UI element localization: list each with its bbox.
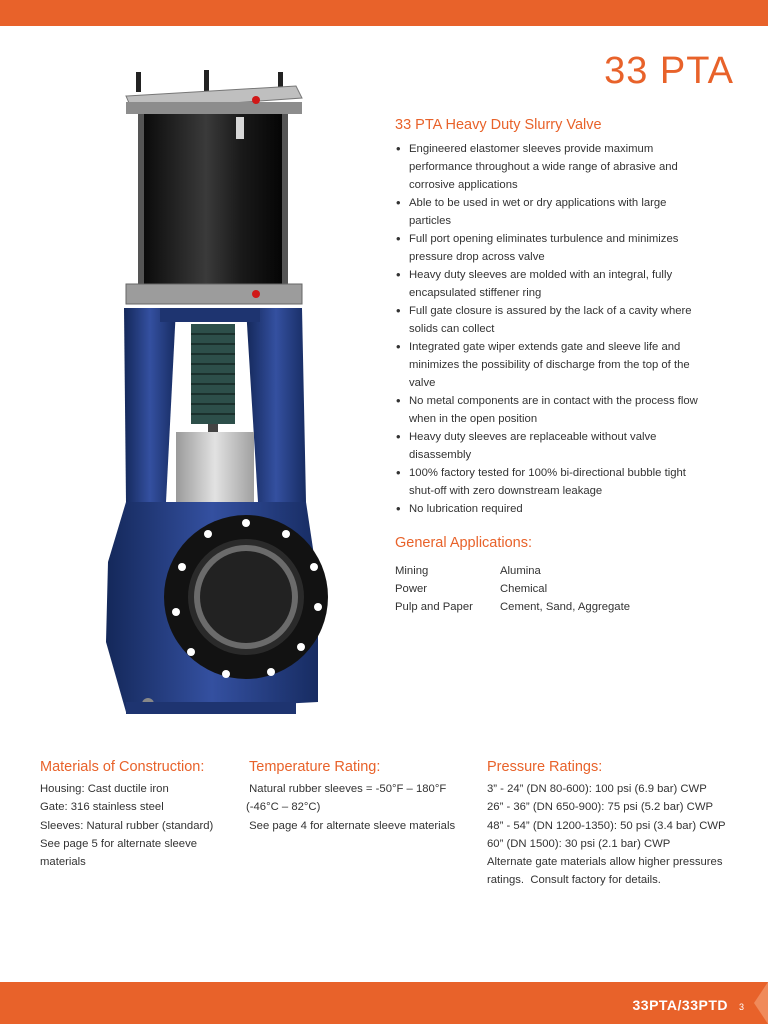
table-row xyxy=(395,562,630,580)
list-item: • No lubrication required xyxy=(395,500,705,518)
list-item: materials xyxy=(40,856,86,869)
table-cell: Pulp and Paper xyxy=(395,601,473,613)
list-item: • Able to be used in wet or dry applications with large particles xyxy=(395,194,705,230)
list-item: 60” (DN 1500): 30 psi (2.1 bar) CWP xyxy=(487,837,671,850)
list-item: • 100% factory tested for 100% bi-directional bubble tight shut-off with zero downstream leakage xyxy=(395,464,705,500)
list-item: Sleeves: Natural rubber (standard) xyxy=(40,819,214,832)
list-item: • Heavy duty sleeves are replaceable without valve disassembly xyxy=(395,428,705,464)
materials-heading: Materials of Construction: xyxy=(40,759,205,775)
valve-image xyxy=(96,62,332,742)
table-row xyxy=(395,598,630,616)
list-item: 3” - 24” (DN 80-600): 100 psi (6.9 bar) CWP xyxy=(487,783,707,795)
pressure-heading: Pressure Ratings: xyxy=(487,759,603,775)
table-cell: Cement, Sand, Aggregate xyxy=(500,601,631,613)
list-item: ratings. Consult factory for details. xyxy=(487,874,661,887)
pressure-list xyxy=(487,780,726,890)
top-accent-bar xyxy=(0,0,768,26)
list-item: 48” - 54” (DN 1200-1350): 50 psi (3.4 bar) CWP xyxy=(487,819,726,832)
temperature-heading: Temperature Rating: xyxy=(249,759,381,775)
list-item: Natural rubber sleeves = -50°F – 180°F xyxy=(246,783,447,795)
list-item: Housing: Cast ductile iron xyxy=(40,783,169,795)
footer-label: 33PTA/33PTD xyxy=(632,997,728,1013)
table-cell: Mining xyxy=(395,565,429,577)
list-item: (-46°C – 82°C) xyxy=(246,801,321,814)
list-item: • Engineered elastomer sleeves provide maximum performance throughout a wide range of abrasive and corrosive applications xyxy=(395,140,705,194)
table-cell: Alumina xyxy=(500,565,541,577)
applications-heading: General Applications: xyxy=(395,535,533,551)
table-cell: Power xyxy=(395,583,428,595)
list-item: • Full port opening eliminates turbulence and minimizes pressure drop across valve xyxy=(395,230,705,266)
list-item: Gate: 316 stainless steel xyxy=(40,801,164,814)
table-cell: Chemical xyxy=(500,583,548,595)
list-item: See page 5 for alternate sleeve xyxy=(40,837,198,850)
list-item: 26” - 36” (DN 650-900): 75 psi (5.2 bar) CWP xyxy=(487,801,714,814)
applications-table xyxy=(395,562,630,616)
list-item: • Full gate closure is assured by the lack of a cavity where solids can collect xyxy=(395,302,705,338)
list-item: • No metal components are in contact with the process flow when in the open position xyxy=(395,392,705,428)
page-number: 3 xyxy=(738,1002,744,1012)
page-title: 33 PTA xyxy=(604,50,734,92)
temperature-list xyxy=(246,780,455,835)
footer-notch xyxy=(754,982,768,1024)
materials-list xyxy=(40,780,213,871)
feature-list xyxy=(395,140,705,518)
product-subtitle: 33 PTA Heavy Duty Slurry Valve xyxy=(395,117,602,133)
list-item: See page 4 for alternate sleeve materials xyxy=(246,819,456,832)
list-item: Alternate gate materials allow higher pressures xyxy=(487,856,723,869)
list-item: • Heavy duty sleeves are molded with an integral, fully encapsulated stiffener ring xyxy=(395,266,705,302)
table-row xyxy=(395,580,630,598)
list-item: • Integrated gate wiper extends gate and sleeve life and minimizes the possibility of discharge from the top of the valve xyxy=(395,338,705,392)
